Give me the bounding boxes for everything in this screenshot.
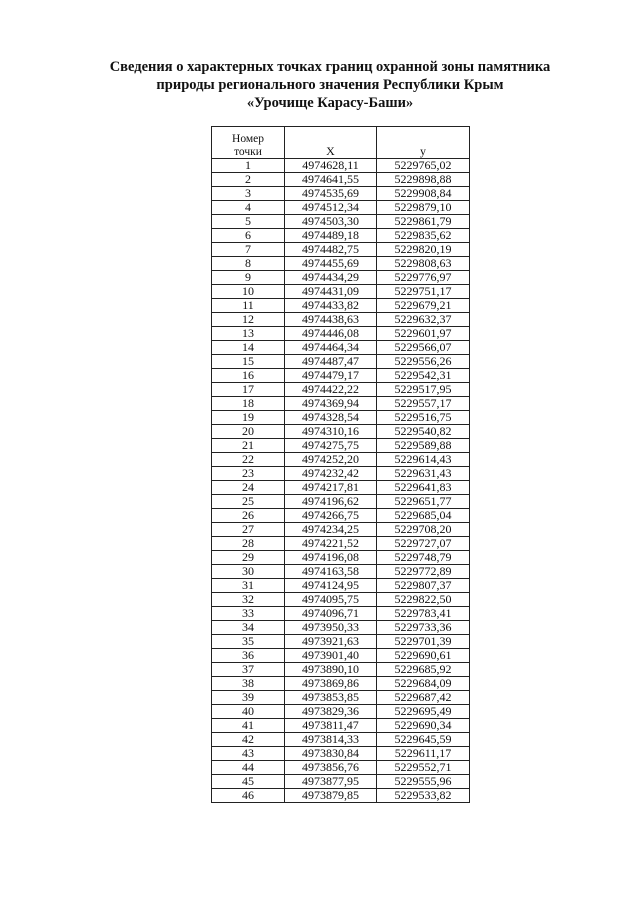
cell-x: 4974232,42 [285,467,377,481]
cell-x: 4973921,63 [285,635,377,649]
cell-y: 5229908,84 [377,187,470,201]
table-row [212,271,470,285]
cell-y: 5229820,19 [377,243,470,257]
header-x: Х [285,127,377,159]
cell-x: 4974482,75 [285,243,377,257]
cell-y: 5229679,21 [377,299,470,313]
cell-x: 4974310,16 [285,425,377,439]
cell-x: 4973830,84 [285,747,377,761]
cell-y: 5229516,75 [377,411,470,425]
table-row [212,439,470,453]
cell-x: 4973853,85 [285,691,377,705]
cell-y: 5229776,97 [377,271,470,285]
cell-x: 4974438,63 [285,313,377,327]
cell-x: 4974512,34 [285,201,377,215]
table-row [212,201,470,215]
cell-y: 5229690,61 [377,649,470,663]
cell-x: 4974234,25 [285,523,377,537]
header-point-number-line2: точки [234,145,262,158]
cell-y: 5229695,49 [377,705,470,719]
table-row [212,369,470,383]
table-row [212,551,470,565]
cell-x: 4974328,54 [285,411,377,425]
table-row [212,607,470,621]
cell-point-number: 12 [212,313,285,327]
cell-point-number: 17 [212,383,285,397]
cell-x: 4974641,55 [285,173,377,187]
table-row [212,621,470,635]
table-row [212,313,470,327]
table-row [212,159,470,173]
cell-x: 4973890,10 [285,663,377,677]
cell-point-number: 46 [212,789,285,803]
cell-y: 5229687,42 [377,691,470,705]
cell-y: 5229879,10 [377,201,470,215]
cell-point-number: 30 [212,565,285,579]
cell-point-number: 42 [212,733,285,747]
cell-y: 5229517,95 [377,383,470,397]
cell-y: 5229751,17 [377,285,470,299]
table-row [212,257,470,271]
cell-x: 4973901,40 [285,649,377,663]
cell-point-number: 2 [212,173,285,187]
cell-point-number: 28 [212,537,285,551]
cell-point-number: 38 [212,677,285,691]
cell-x: 4974464,34 [285,341,377,355]
cell-y: 5229556,26 [377,355,470,369]
cell-x: 4974489,18 [285,229,377,243]
cell-point-number: 10 [212,285,285,299]
table-row [212,579,470,593]
cell-y: 5229733,36 [377,621,470,635]
cell-y: 5229808,63 [377,257,470,271]
table-row [212,719,470,733]
cell-x: 4974431,09 [285,285,377,299]
table-row [212,537,470,551]
table-row [212,705,470,719]
cell-x: 4974124,95 [285,579,377,593]
table-row [212,229,470,243]
cell-x: 4973879,85 [285,789,377,803]
cell-y: 5229632,37 [377,313,470,327]
table-row [212,299,470,313]
cell-point-number: 41 [212,719,285,733]
cell-x: 4974503,30 [285,215,377,229]
cell-point-number: 44 [212,761,285,775]
cell-y: 5229641,83 [377,481,470,495]
cell-x: 4974252,20 [285,453,377,467]
table-row [212,523,470,537]
table-row [212,495,470,509]
cell-y: 5229701,39 [377,635,470,649]
cell-x: 4974096,71 [285,607,377,621]
cell-x: 4974163,58 [285,565,377,579]
cell-point-number: 39 [212,691,285,705]
cell-y: 5229614,43 [377,453,470,467]
title-line-3: «Урочище Карасу-Баши» [246,95,414,111]
cell-point-number: 36 [212,649,285,663]
table-row [212,733,470,747]
table-row [212,775,470,789]
cell-point-number: 23 [212,467,285,481]
cell-point-number: 14 [212,341,285,355]
cell-point-number: 24 [212,481,285,495]
table-row [212,593,470,607]
table-row [212,509,470,523]
cell-x: 4973950,33 [285,621,377,635]
cell-x: 4974479,17 [285,369,377,383]
document-title [80,58,580,112]
cell-point-number: 31 [212,579,285,593]
cell-point-number: 13 [212,327,285,341]
cell-point-number: 34 [212,621,285,635]
table-row [212,789,470,803]
cell-x: 4973869,86 [285,677,377,691]
table-row [212,453,470,467]
cell-y: 5229552,71 [377,761,470,775]
cell-x: 4973829,36 [285,705,377,719]
table-row [212,677,470,691]
cell-point-number: 19 [212,411,285,425]
table-row [212,173,470,187]
cell-y: 5229631,43 [377,467,470,481]
table-body [212,159,470,803]
cell-y: 5229540,82 [377,425,470,439]
cell-x: 4974422,22 [285,383,377,397]
cell-y: 5229772,89 [377,565,470,579]
cell-point-number: 32 [212,593,285,607]
cell-y: 5229685,04 [377,509,470,523]
cell-x: 4973877,95 [285,775,377,789]
cell-x: 4973856,76 [285,761,377,775]
cell-point-number: 26 [212,509,285,523]
cell-point-number: 5 [212,215,285,229]
cell-y: 5229783,41 [377,607,470,621]
cell-point-number: 45 [212,775,285,789]
cell-y: 5229807,37 [377,579,470,593]
header-y: у [377,127,470,159]
cell-y: 5229601,97 [377,327,470,341]
cell-y: 5229765,02 [377,159,470,173]
cell-point-number: 29 [212,551,285,565]
cell-point-number: 11 [212,299,285,313]
cell-y: 5229861,79 [377,215,470,229]
header-point-number-line1: Номер [232,133,264,145]
coordinates-table [211,126,470,803]
cell-point-number: 21 [212,439,285,453]
title-line-2: природы регионального значения Республики Крым [156,77,504,93]
table-row [212,565,470,579]
cell-point-number: 40 [212,705,285,719]
cell-y: 5229557,17 [377,397,470,411]
cell-point-number: 7 [212,243,285,257]
cell-point-number: 33 [212,607,285,621]
cell-point-number: 6 [212,229,285,243]
table-row [212,397,470,411]
cell-point-number: 43 [212,747,285,761]
table-row [212,761,470,775]
cell-x: 4974455,69 [285,257,377,271]
cell-point-number: 35 [212,635,285,649]
cell-y: 5229748,79 [377,551,470,565]
cell-y: 5229898,88 [377,173,470,187]
cell-point-number: 3 [212,187,285,201]
cell-y: 5229651,77 [377,495,470,509]
table-row [212,411,470,425]
cell-y: 5229589,88 [377,439,470,453]
table-row [212,691,470,705]
cell-x: 4974217,81 [285,481,377,495]
cell-y: 5229708,20 [377,523,470,537]
cell-point-number: 15 [212,355,285,369]
table-row [212,187,470,201]
table-row [212,215,470,229]
table-header-row [212,127,470,159]
cell-point-number: 16 [212,369,285,383]
cell-y: 5229727,07 [377,537,470,551]
cell-x: 4974369,94 [285,397,377,411]
title-line-1: Сведения о характерных точках границ охранной зоны памятника [109,59,551,75]
cell-y: 5229822,50 [377,593,470,607]
cell-y: 5229645,59 [377,733,470,747]
cell-point-number: 9 [212,271,285,285]
cell-x: 4974628,11 [285,159,377,173]
cell-x: 4974433,82 [285,299,377,313]
cell-x: 4973811,47 [285,719,377,733]
cell-x: 4973814,33 [285,733,377,747]
cell-point-number: 18 [212,397,285,411]
cell-x: 4974535,69 [285,187,377,201]
table-row [212,481,470,495]
cell-point-number: 4 [212,201,285,215]
cell-x: 4974275,75 [285,439,377,453]
cell-point-number: 20 [212,425,285,439]
header-point-number [212,127,285,159]
table-row [212,425,470,439]
cell-y: 5229533,82 [377,789,470,803]
cell-y: 5229835,62 [377,229,470,243]
table-row [212,285,470,299]
cell-point-number: 1 [212,159,285,173]
table-row [212,663,470,677]
table-row [212,383,470,397]
table-row [212,243,470,257]
cell-x: 4974434,29 [285,271,377,285]
cell-point-number: 22 [212,453,285,467]
cell-point-number: 37 [212,663,285,677]
cell-point-number: 25 [212,495,285,509]
cell-y: 5229690,34 [377,719,470,733]
table-row [212,467,470,481]
cell-y: 5229685,92 [377,663,470,677]
cell-x: 4974095,75 [285,593,377,607]
table-row [212,327,470,341]
table-row [212,649,470,663]
table-row [212,747,470,761]
cell-point-number: 8 [212,257,285,271]
cell-x: 4974446,08 [285,327,377,341]
cell-x: 4974487,47 [285,355,377,369]
table-row [212,355,470,369]
cell-x: 4974221,52 [285,537,377,551]
cell-y: 5229684,09 [377,677,470,691]
cell-y: 5229542,31 [377,369,470,383]
cell-y: 5229611,17 [377,747,470,761]
table-row [212,635,470,649]
cell-y: 5229566,07 [377,341,470,355]
cell-point-number: 27 [212,523,285,537]
cell-x: 4974266,75 [285,509,377,523]
cell-x: 4974196,08 [285,551,377,565]
cell-y: 5229555,96 [377,775,470,789]
cell-x: 4974196,62 [285,495,377,509]
table-row [212,341,470,355]
